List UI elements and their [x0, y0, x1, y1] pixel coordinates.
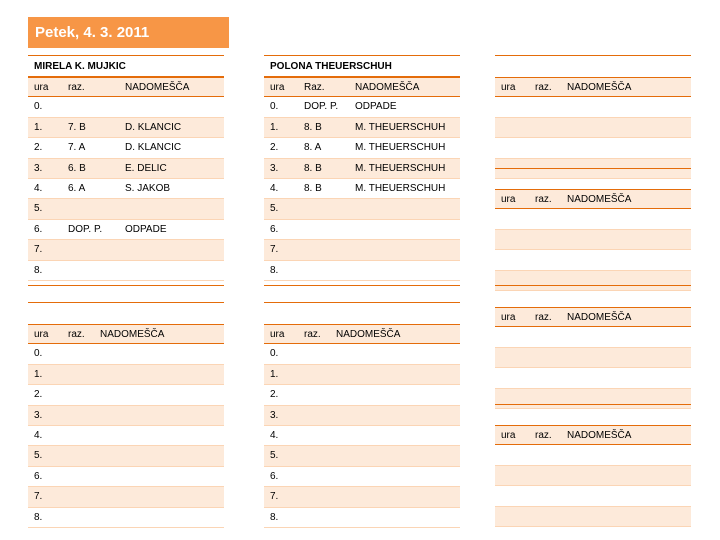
table-row	[495, 348, 691, 368]
table-row	[28, 365, 224, 385]
table-empty	[495, 307, 691, 409]
table-cell: DOP. P.	[304, 101, 339, 113]
table-row	[264, 199, 460, 219]
teacher-name: POLONA THEUERSCHUH	[264, 55, 460, 77]
table-row	[28, 199, 224, 219]
table-row	[28, 508, 224, 528]
table-row	[495, 97, 691, 117]
col-raz: raz.	[68, 82, 85, 93]
table-cell: 7. A	[68, 142, 86, 154]
table-row	[264, 487, 460, 507]
table-cell: NADOMEŠČA	[567, 194, 632, 205]
table-cell: 7.	[34, 244, 43, 256]
col-ura: ura	[34, 82, 49, 93]
table-cell: 5.	[270, 203, 279, 215]
table-cell: raz.	[535, 82, 552, 93]
table-row	[495, 138, 691, 158]
column-header-row	[495, 307, 691, 327]
table-cell: 5.	[270, 450, 279, 462]
table-cell: 4.	[270, 429, 279, 441]
table-cell: 8.	[34, 264, 43, 276]
table-cell: 4.	[270, 182, 279, 194]
table-row	[264, 406, 460, 426]
table-row	[264, 365, 460, 385]
table-cell: 5.	[34, 203, 43, 215]
table-row	[28, 159, 224, 179]
table-row	[28, 385, 224, 405]
table-row	[264, 220, 460, 240]
table-cell: 8.	[270, 511, 279, 523]
table-cell: M. THEUERSCHUH	[355, 162, 446, 174]
table-row	[28, 138, 224, 158]
table-row	[264, 261, 460, 281]
table-cell: 6. A	[68, 182, 86, 194]
table-row	[28, 446, 224, 466]
table-theuerschuh	[264, 55, 460, 281]
table-cell: 3.	[34, 409, 43, 421]
table-cell: ura	[501, 82, 516, 93]
divider	[264, 285, 460, 286]
table-cell: raz.	[304, 329, 321, 340]
table-row	[495, 118, 691, 138]
table-cell: 3.	[270, 162, 279, 174]
table-row	[28, 261, 224, 281]
table-mujkic	[28, 55, 224, 281]
column-header-row	[264, 77, 460, 97]
table-cell: raz.	[535, 430, 552, 441]
divider	[495, 168, 691, 169]
table-cell: NADOMEŠČA	[567, 312, 632, 323]
table-row	[28, 118, 224, 138]
table-cell: 8. B	[304, 162, 322, 174]
divider	[28, 302, 224, 303]
table-cell: DOP. P.	[68, 223, 103, 235]
table-empty	[495, 189, 691, 291]
table-row	[495, 368, 691, 388]
column-header-row	[28, 324, 224, 344]
table-cell: 4.	[34, 429, 43, 441]
divider	[495, 55, 691, 56]
table-row	[264, 97, 460, 117]
table-cell: D. KLANCIC	[125, 142, 182, 154]
table-row	[495, 327, 691, 347]
table-empty	[495, 77, 691, 179]
table-cell: 8. B	[304, 182, 322, 194]
table-cell: NADOMEŠČA	[100, 329, 165, 340]
table-cell: 6.	[270, 223, 279, 235]
table-row	[495, 389, 691, 409]
table-row	[28, 426, 224, 446]
table-row	[28, 467, 224, 487]
table-cell: 1.	[34, 121, 43, 133]
table-cell: NADOMEŠČA	[567, 82, 632, 93]
table-row	[495, 445, 691, 465]
table-cell: raz.	[535, 194, 552, 205]
table-row	[264, 385, 460, 405]
table-cell: S. JAKOB	[125, 182, 171, 194]
table-row	[495, 486, 691, 506]
table-cell: 7.	[270, 244, 279, 256]
table-cell: 2.	[270, 142, 279, 154]
column-header-row	[495, 77, 691, 97]
col-nadomesca: NADOMEŠČA	[125, 82, 190, 93]
table-cell: raz.	[68, 329, 85, 340]
table-row	[495, 209, 691, 229]
table-row	[264, 467, 460, 487]
col-nadomesca: NADOMEŠČA	[355, 82, 420, 93]
table-cell: 7.	[270, 491, 279, 503]
table-cell: 8.	[270, 264, 279, 276]
divider	[495, 404, 691, 405]
table-row	[264, 446, 460, 466]
table-cell: 7. B	[68, 121, 86, 133]
table-row	[264, 344, 460, 364]
table-cell: raz.	[535, 312, 552, 323]
table-row	[264, 426, 460, 446]
table-cell: 3.	[34, 162, 43, 174]
table-cell: 0.	[270, 348, 279, 360]
table-row	[264, 508, 460, 528]
table-row	[28, 97, 224, 117]
table-row	[495, 250, 691, 270]
table-empty	[495, 425, 691, 527]
table-cell: 5.	[34, 450, 43, 462]
table-row	[28, 344, 224, 364]
table-cell: 8. B	[304, 121, 322, 133]
table-cell: E. DELIC	[125, 162, 167, 174]
table-row	[264, 138, 460, 158]
table-cell: ura	[501, 194, 516, 205]
table-row	[28, 487, 224, 507]
col-ura: ura	[270, 82, 285, 93]
table-cell: D. KLANCIC	[125, 121, 182, 133]
table-cell: NADOMEŠČA	[567, 430, 632, 441]
table-cell: 3.	[270, 409, 279, 421]
column-header-row	[495, 425, 691, 445]
table-cell: ura	[501, 312, 516, 323]
table-row	[495, 230, 691, 250]
table-cell: 1.	[270, 368, 279, 380]
table-cell: 6.	[34, 223, 43, 235]
table-cell: ODPADE	[125, 223, 167, 235]
table-cell: NADOMEŠČA	[336, 329, 401, 340]
table-cell: M. THEUERSCHUH	[355, 182, 446, 194]
divider	[264, 302, 460, 303]
divider	[495, 285, 691, 286]
table-cell: 2.	[34, 142, 43, 154]
table-row	[264, 240, 460, 260]
table-row	[264, 179, 460, 199]
table-row	[495, 507, 691, 527]
teacher-name: MIRELA K. MUJKIC	[28, 55, 224, 77]
table-cell: 1.	[270, 121, 279, 133]
divider	[28, 285, 224, 286]
table-row	[28, 220, 224, 240]
table-cell: 2.	[270, 389, 279, 401]
table-row	[495, 271, 691, 291]
column-header-row	[264, 324, 460, 344]
table-row	[28, 406, 224, 426]
table-cell: 2.	[34, 389, 43, 401]
table-cell: 6. B	[68, 162, 86, 174]
table-cell: 0.	[34, 101, 43, 113]
table-row	[264, 118, 460, 138]
page-title: Petek, 4. 3. 2011	[28, 17, 229, 48]
table-row	[28, 240, 224, 260]
column-header-row	[28, 77, 224, 97]
table-cell: 7.	[34, 491, 43, 503]
table-empty	[264, 324, 460, 528]
column-header-row	[495, 189, 691, 209]
table-cell: 1.	[34, 368, 43, 380]
table-row	[495, 466, 691, 486]
table-cell: 8. A	[304, 142, 322, 154]
table-cell: ura	[34, 329, 49, 340]
table-cell: 6.	[270, 470, 279, 482]
table-cell: ura	[501, 430, 516, 441]
table-cell: 4.	[34, 182, 43, 194]
table-cell: 8.	[34, 511, 43, 523]
col-raz: Raz.	[304, 82, 325, 93]
table-cell: M. THEUERSCHUH	[355, 142, 446, 154]
table-cell: M. THEUERSCHUH	[355, 121, 446, 133]
table-cell: 0.	[34, 348, 43, 360]
table-cell: 0.	[270, 101, 279, 113]
table-cell: 6.	[34, 470, 43, 482]
table-cell: ODPADE	[355, 101, 397, 113]
table-row	[28, 179, 224, 199]
table-cell: ura	[270, 329, 285, 340]
table-empty	[28, 324, 224, 528]
table-row	[264, 159, 460, 179]
